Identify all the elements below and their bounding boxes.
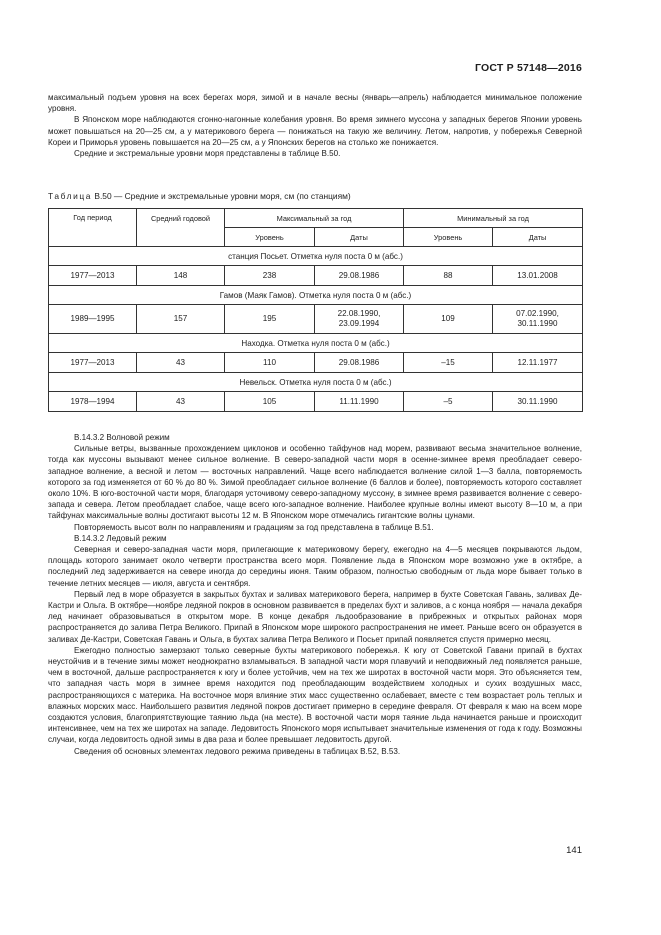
header-min: Минимальный за год xyxy=(404,209,583,228)
cell-min-dates: 30.11.1990 xyxy=(493,392,583,412)
header-min-level: Уровень xyxy=(404,228,493,247)
wave-paragraph: Повторяемость высот волн по направлениям и градациям за год представлена в таблице В.51. xyxy=(74,522,434,532)
header-period: Год период xyxy=(49,209,137,247)
header-max: Максимальный за год xyxy=(225,209,404,228)
station-name: станция Посьет. Отметка нуля поста 0 м (абс.) xyxy=(49,247,583,266)
ice-paragraph: Ежегодно полностью замерзают только северные бухты материкового побережья. К югу от Советской Гавани припай в бухтах неустойчив и в течение зимы может неоднократно взламываться. В западной части моря плавучий и неподвижный лед появляется раньше, чем в восточной, дальше распространяется к югу и более устойчив, чем на тех же широтах в восточной части моря. Это объясняется тем, что западная часть моря в зимнее время находится под преобладающим воздействием холодных и сухих воздушных масс, распространяющихся с материка. На восточное моря влияние этих масс существенно ослабевает, вместе с тем возрастает роль теплых и влажных морских масс. Наибольшего развития ледяной покров достигает примерно в середине февраля. От февраля к маю на всем море создаются условия, благоприятствующие таянию льда (на месте). В восточной части моря таяние льда начинается раньше и происходит интенсивнее, чем на тех же широтах на западе. Ледовитость Японского моря испытывает значительные изменения от года к году. Возможны случаи, когда ледовитость одной зимы в два раза и более превышает ледовитость другой. xyxy=(48,645,582,745)
cell-mean: 43 xyxy=(137,392,225,412)
header-mean-blank xyxy=(137,228,225,247)
intro-paragraph: В Японском море наблюдаются сгонно-нагонные колебания уровня. Во время зимнего муссона у западных берегов Японии уровень может повышаться на 20—25 см, а у материкового берега — понижаться на такую же величину. Летом, напротив, у побережья Северной Кореи и Приморья уровень повышается на 20—25 см, а у Японских берегов на столько же понижается. xyxy=(48,115,582,147)
cell-period: 1989—1995 xyxy=(49,305,137,334)
ice-paragraph: Сведения об основных элементах ледового режима приведены в таблицах В.52, В.53. xyxy=(74,746,401,756)
cell-max-dates: 11.11.1990 xyxy=(315,392,404,412)
cell-max-dates: 22.08.1990, 23.09.1994 xyxy=(315,305,404,334)
intro-paragraph: максимальный подъем уровня на всех берегах моря, зимой и в начале весны (январь—апрель) наблюдается минимальное положение уровня. xyxy=(48,93,582,114)
cell-max-level: 105 xyxy=(225,392,315,412)
cell-mean: 148 xyxy=(137,266,225,286)
cell-period: 1977—2013 xyxy=(49,266,137,286)
cell-mean: 43 xyxy=(137,353,225,373)
station-name: Находка. Отметка нуля поста 0 м (абс.) xyxy=(49,334,583,353)
cell-max-dates: 29.08.1986 xyxy=(315,266,404,286)
table-row xyxy=(49,392,583,412)
wave-paragraph: Сильные ветры, вызванные прохождением циклонов и особенно тайфунов над морем, развивают весьма значительное волнение, тогда как муссоны вызывают менее сильное волнение. В северо-западной части моря в осенне-зимнее время преобладает северо-западное волнение, а весной и летом — восточных направлений. Чаще всего наблюдается волнение силой 1—3 балла, повторяемость которого за год изменяется от 60 % до 80 %. Зимой преобладает сильное волнение (6 баллов и более), повторяемость которого составляет около 10%. В юго-восточной части моря, благодаря усточивому северо-западному муссону, в зимнее время развивается волнение с северо-запада и севера. Летом преобладает слабое, чаще всего юго-западное волнение. Наиболее крупные волны имеют высоту 8—10 м, а при тайфунах максимальные волны достигают высоты 12 м. В Японском море отмечались гигантские волны цунами. xyxy=(48,444,582,521)
header-max-dates: Даты xyxy=(315,228,404,247)
cell-min-level: 109 xyxy=(404,305,493,334)
cell-min-dates: 07.02.1990, 30.11.1990 xyxy=(493,305,583,334)
header-min-dates: Даты xyxy=(493,228,583,247)
table-header-row xyxy=(49,209,583,228)
cell-min-level: 88 xyxy=(404,266,493,286)
cell-max-level: 110 xyxy=(225,353,315,373)
table-row xyxy=(49,266,583,286)
page-number: 141 xyxy=(566,845,582,856)
cell-min-level: –5 xyxy=(404,392,493,412)
table-row xyxy=(49,305,583,334)
section-heading-ice: В.14.3.2 Ледовый режим xyxy=(74,533,167,543)
sea-levels-table xyxy=(48,208,583,412)
ice-paragraph: Северная и северо-западная части моря, прилегающие к материковому берегу, ежегодно на 4—5 месяцев покрываются льдом, площадь которого занимает около четверти пространства всего моря. Появление льда в Японском море возможно уже в октябре, а последний лед задерживается на севере иногда до середины июня. Таким образом, полностью свободным от льда море бывает только в течение летних месяцев — июля, августа и сентября. xyxy=(48,545,582,588)
section-heading-wave: В.14.3.2 Волновой режим xyxy=(74,433,170,442)
station-name: Невельск. Отметка нуля поста 0 м (абс.) xyxy=(49,373,583,392)
station-name: Гамов (Маяк Гамов). Отметка нуля поста 0 м (абс.) xyxy=(49,286,583,305)
cell-max-level: 195 xyxy=(225,305,315,334)
cell-min-level: –15 xyxy=(404,353,493,373)
cell-period: 1977—2013 xyxy=(49,353,137,373)
ice-paragraph: Первый лед в море образуется в закрытых бухтах и заливах материкового берега, например в бухте Советская Гавань, заливах Де-Кастри и Ольга. В октябре—ноябре ледяной покров в основном развивается в пределах бухт и заливов, а с конца ноября — начала декабря лед начинает образовываться в открытом море. В конце декабря льдообразование в прибрежных и открытых районах моря распространяется до залива Петра Великого. Припай в Японском море широкого распространения не имеет. Раньше всего он образуется в заливах Де-Кастри, Советская Гавань и Ольга, в бухтах залива Петра Великого и Посьет припай появляется спустя примерно месяц. xyxy=(48,589,582,644)
station-row xyxy=(49,373,583,392)
cell-min-dates: 13.01.2008 xyxy=(493,266,583,286)
cell-min-dates: 12.11.1977 xyxy=(493,353,583,373)
header-mean: Средний годовой xyxy=(137,209,225,228)
station-row xyxy=(49,247,583,266)
intro-paragraph: Средние и экстремальные уровни моря представлены в таблице В.50. xyxy=(74,149,341,159)
cell-period: 1978—1994 xyxy=(49,392,137,412)
standard-number: ГОСТ Р 57148—2016 xyxy=(474,62,582,74)
intro-text xyxy=(48,92,582,159)
table-row xyxy=(49,353,583,373)
body-text xyxy=(48,432,582,757)
cell-mean: 157 xyxy=(137,305,225,334)
table-caption-prefix: Таблица xyxy=(48,191,93,201)
cell-max-level: 238 xyxy=(225,266,315,286)
station-row xyxy=(49,334,583,353)
table-caption xyxy=(48,191,351,201)
cell-max-dates: 29.08.1986 xyxy=(315,353,404,373)
station-row xyxy=(49,286,583,305)
header-max-level: Уровень xyxy=(225,228,315,247)
table-caption-title: В.50 — Средние и экстремальные уровни моря, см (по станциям) xyxy=(92,191,351,201)
